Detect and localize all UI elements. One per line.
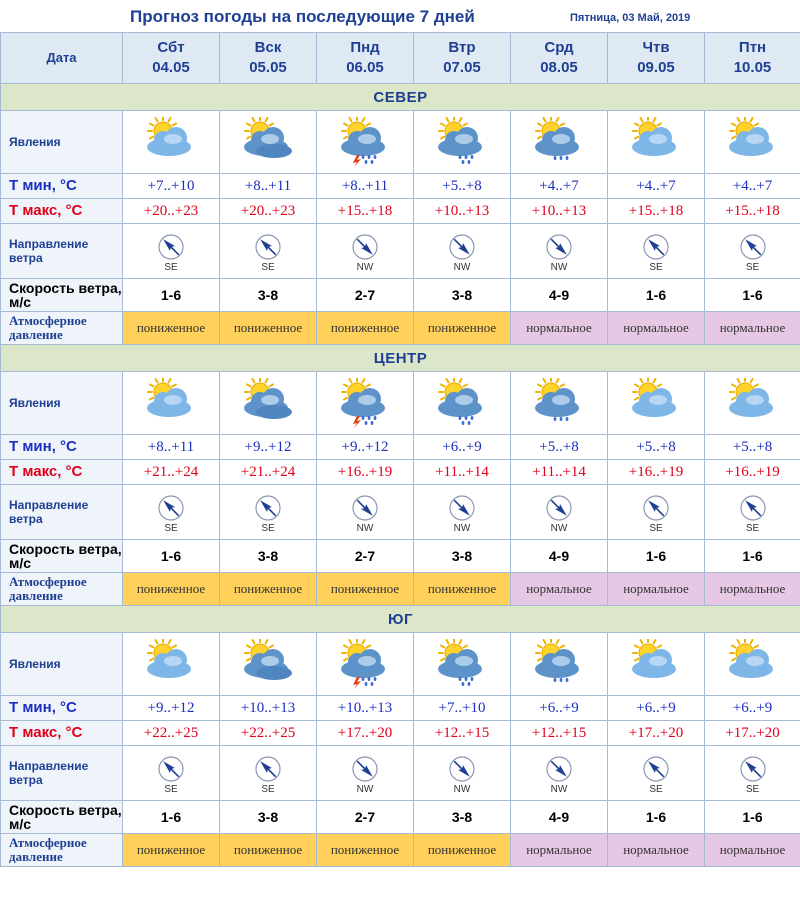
row-label-text: Явления	[9, 657, 61, 671]
day-date: 09.05	[637, 59, 675, 76]
wind-direction-text: SE	[261, 784, 275, 795]
phenomena-label	[1, 372, 123, 435]
pressure-cell: пониженное	[317, 312, 414, 345]
date-column-label	[1, 33, 123, 84]
wind-speed-cell: 1-6	[705, 801, 800, 834]
wind-speed-row	[1, 540, 800, 573]
wind-direction-cell	[608, 746, 705, 801]
wind-direction-label	[1, 224, 123, 279]
compass-arrow-icon	[123, 755, 219, 783]
tmax-cell: +11..+14	[414, 460, 511, 485]
compass-arrow-icon	[123, 233, 219, 261]
wind-speed-row	[1, 279, 800, 312]
tmin-cell: +6..+9	[414, 435, 511, 460]
thunderstorm-rain-icon	[317, 378, 413, 428]
light-rain-icon	[511, 117, 607, 167]
tmax-cell: +21..+24	[220, 460, 317, 485]
wind-speed-cell: 1-6	[123, 279, 220, 312]
day-date: 05.05	[249, 59, 287, 76]
compass-arrow-icon	[123, 494, 219, 522]
wind-speed-cell: 1-6	[705, 540, 800, 573]
wind-direction-text: NW	[453, 262, 471, 273]
tmax-cell: +16..+19	[608, 460, 705, 485]
compass-arrow-icon	[511, 494, 607, 522]
tmin-cell: +10..+13	[317, 696, 414, 721]
compass-arrow-icon	[317, 494, 413, 522]
wind-speed-row	[1, 801, 800, 834]
day-date: 07.05	[443, 59, 481, 76]
wind-speed-cell: 3-8	[220, 540, 317, 573]
tmax-cell: +15..+18	[317, 199, 414, 224]
wind-direction-cell	[705, 485, 800, 540]
wind-direction-text: SE	[164, 523, 178, 534]
compass-arrow-icon	[608, 494, 704, 522]
tmax-cell: +11..+14	[511, 460, 608, 485]
wind-direction-label	[1, 485, 123, 540]
partly-cloudy-icon	[123, 378, 219, 428]
wind-direction-text: SE	[261, 523, 275, 534]
wind-speed-cell: 1-6	[608, 801, 705, 834]
wind-direction-text: NW	[550, 784, 568, 795]
partly-cloudy-icon	[705, 117, 800, 167]
tmin-cell: +7..+10	[414, 696, 511, 721]
row-label-text: Атмосферное давление	[9, 313, 87, 342]
wind-speed-cell: 4-9	[511, 279, 608, 312]
wind-direction-cell	[123, 485, 220, 540]
wind-speed-cell: 1-6	[123, 801, 220, 834]
wind-direction-row	[1, 746, 800, 801]
pressure-cell: нормальное	[705, 312, 800, 345]
region-name-text: СЕВЕР	[373, 88, 428, 106]
wind-direction-text: SE	[261, 262, 275, 273]
pressure-cell: пониженное	[220, 834, 317, 867]
light-rain-icon	[511, 639, 607, 689]
cloudy-sun-icon	[220, 117, 316, 167]
wind-direction-row	[1, 485, 800, 540]
cloudy-sun-icon	[220, 378, 316, 428]
cloudy-sun-icon	[220, 639, 316, 689]
row-label-text: Т макс, °С	[9, 724, 83, 741]
phenomena-label	[1, 633, 123, 696]
tmin-cell: +8..+11	[317, 174, 414, 199]
wind-speed-cell: 3-8	[414, 540, 511, 573]
page-header	[0, 0, 800, 32]
region-name-text: ЮГ	[388, 610, 413, 628]
pressure-cell: пониженное	[123, 573, 220, 606]
wind-speed-cell: 3-8	[220, 801, 317, 834]
tmax-row	[1, 460, 800, 485]
wind-speed-cell: 4-9	[511, 801, 608, 834]
compass-arrow-icon	[220, 233, 316, 261]
partly-cloudy-icon	[608, 378, 704, 428]
wind-direction-text: SE	[649, 784, 663, 795]
weather-cell	[511, 111, 608, 174]
pressure-cell: пониженное	[317, 834, 414, 867]
tmin-label	[1, 174, 123, 199]
tmax-cell: +16..+19	[317, 460, 414, 485]
tmax-cell: +22..+25	[220, 721, 317, 746]
day-date: 04.05	[152, 59, 190, 76]
rain-icon	[414, 378, 510, 428]
phenomena-row	[1, 633, 800, 696]
pressure-row	[1, 312, 800, 345]
day-of-week: Вск	[254, 39, 282, 56]
day-date: 08.05	[540, 59, 578, 76]
pressure-cell: пониженное	[317, 573, 414, 606]
wind-speed-cell: 2-7	[317, 801, 414, 834]
tmax-label	[1, 199, 123, 224]
tmin-cell: +4..+7	[705, 174, 800, 199]
tmin-cell: +9..+12	[220, 435, 317, 460]
day-header	[220, 33, 317, 84]
wind-direction-text: SE	[745, 262, 760, 273]
row-label-text: Скорость ветра, м/с	[9, 280, 122, 310]
tmax-label	[1, 721, 123, 746]
pressure-cell: пониженное	[220, 573, 317, 606]
region-name	[1, 345, 800, 372]
row-label-text: Явления	[9, 396, 61, 410]
tmax-cell: +15..+18	[608, 199, 705, 224]
weather-cell	[123, 111, 220, 174]
partly-cloudy-icon	[123, 639, 219, 689]
phenomena-label	[1, 111, 123, 174]
weather-cell	[608, 372, 705, 435]
day-header	[123, 33, 220, 84]
compass-arrow-icon	[317, 755, 413, 783]
wind-direction-text: SE	[649, 523, 663, 534]
wind-direction-cell	[220, 224, 317, 279]
wind-direction-cell	[705, 224, 800, 279]
days-header-row	[1, 33, 800, 84]
wind-direction-text: SE	[164, 784, 178, 795]
wind-direction-text: SE	[649, 262, 663, 273]
tmin-cell: +6..+9	[511, 696, 608, 721]
wind-direction-cell	[317, 485, 414, 540]
pressure-cell: нормальное	[511, 312, 608, 345]
weather-cell	[608, 633, 705, 696]
tmax-row	[1, 721, 800, 746]
weather-cell	[705, 372, 800, 435]
partly-cloudy-icon	[705, 639, 800, 689]
tmin-cell: +6..+9	[608, 696, 705, 721]
row-label-text: Т макс, °С	[9, 463, 83, 480]
day-header	[511, 33, 608, 84]
wind-direction-cell	[414, 746, 511, 801]
weather-cell	[414, 111, 511, 174]
partly-cloudy-icon	[705, 378, 800, 428]
wind-direction-cell	[317, 746, 414, 801]
tmin-cell: +6..+9	[705, 696, 800, 721]
compass-arrow-icon	[608, 755, 704, 783]
row-label-text: Явления	[9, 135, 61, 149]
region-header-row	[1, 606, 800, 633]
weather-cell	[317, 111, 414, 174]
pressure-row	[1, 573, 800, 606]
pressure-cell: пониженное	[123, 834, 220, 867]
wind-direction-cell	[414, 485, 511, 540]
wind-direction-text: NW	[550, 262, 568, 273]
weather-cell	[123, 633, 220, 696]
compass-arrow-icon	[608, 233, 704, 261]
tmin-row	[1, 174, 800, 199]
region-name-text: ЦЕНТР	[373, 349, 428, 367]
wind-direction-cell	[608, 485, 705, 540]
wind-speed-cell: 1-6	[123, 540, 220, 573]
tmax-cell: +17..+20	[317, 721, 414, 746]
day-of-week: Чтв	[642, 39, 670, 56]
region-name	[1, 84, 800, 111]
page-title: Прогноз погоды на последующие 7 дней	[130, 7, 475, 26]
weather-cell	[220, 372, 317, 435]
tmax-cell: +17..+20	[608, 721, 705, 746]
tmin-cell: +5..+8	[414, 174, 511, 199]
pressure-cell: пониженное	[220, 312, 317, 345]
pressure-row	[1, 834, 800, 867]
phenomena-row	[1, 372, 800, 435]
tmin-cell: +9..+12	[317, 435, 414, 460]
region-name	[1, 606, 800, 633]
tmin-cell: +8..+11	[123, 435, 220, 460]
row-label-text: Т мин, °С	[9, 699, 77, 716]
partly-cloudy-icon	[123, 117, 219, 167]
wind-speed-label	[1, 801, 123, 834]
date-label-text: Дата	[46, 50, 77, 65]
wind-speed-cell: 3-8	[414, 801, 511, 834]
pressure-cell: нормальное	[511, 834, 608, 867]
wind-direction-label	[1, 746, 123, 801]
compass-arrow-icon	[414, 233, 510, 261]
weather-cell	[414, 633, 511, 696]
weather-cell	[414, 372, 511, 435]
weather-cell	[123, 372, 220, 435]
compass-arrow-icon	[705, 494, 800, 522]
tmax-cell: +16..+19	[705, 460, 800, 485]
pressure-cell: нормальное	[705, 573, 800, 606]
light-rain-icon	[511, 378, 607, 428]
partly-cloudy-icon	[608, 639, 704, 689]
tmax-cell: +20..+23	[123, 199, 220, 224]
day-of-week: Пнд	[350, 39, 380, 56]
rain-icon	[414, 639, 510, 689]
wind-direction-text: SE	[745, 523, 760, 534]
wind-speed-cell: 1-6	[608, 279, 705, 312]
tmin-cell: +9..+12	[123, 696, 220, 721]
row-label-text: Атмосферное давление	[9, 574, 87, 603]
pressure-cell: пониженное	[414, 312, 511, 345]
pressure-cell: нормальное	[705, 834, 800, 867]
compass-arrow-icon	[511, 233, 607, 261]
tmax-cell: +20..+23	[220, 199, 317, 224]
wind-speed-cell: 1-6	[705, 279, 800, 312]
tmin-row	[1, 696, 800, 721]
tmin-cell: +8..+11	[220, 174, 317, 199]
pressure-label	[1, 834, 123, 867]
wind-direction-cell	[414, 224, 511, 279]
wind-speed-cell: 3-8	[220, 279, 317, 312]
pressure-cell: пониженное	[414, 573, 511, 606]
day-date: 06.05	[346, 59, 384, 76]
pressure-cell: пониженное	[414, 834, 511, 867]
wind-speed-cell: 2-7	[317, 279, 414, 312]
tmin-cell: +5..+8	[705, 435, 800, 460]
tmax-cell: +12..+15	[511, 721, 608, 746]
tmin-cell: +5..+8	[511, 435, 608, 460]
tmin-cell: +5..+8	[608, 435, 705, 460]
tmax-cell: +15..+18	[705, 199, 800, 224]
tmax-cell: +10..+13	[511, 199, 608, 224]
row-label-text: Скорость ветра, м/с	[9, 802, 122, 832]
tmin-label	[1, 696, 123, 721]
wind-direction-cell	[123, 224, 220, 279]
tmax-cell: +10..+13	[414, 199, 511, 224]
day-date: 10.05	[733, 59, 772, 76]
weather-cell	[317, 372, 414, 435]
wind-direction-text: NW	[453, 784, 471, 795]
region-header-row	[1, 345, 800, 372]
tmax-cell: +21..+24	[123, 460, 220, 485]
day-header	[608, 33, 705, 84]
region-header-row	[1, 84, 800, 111]
tmin-cell: +10..+13	[220, 696, 317, 721]
current-date: Пятница, 03 Май, 2019	[570, 12, 691, 24]
compass-arrow-icon	[705, 755, 800, 783]
tmin-cell: +4..+7	[511, 174, 608, 199]
compass-arrow-icon	[511, 755, 607, 783]
weather-cell	[511, 633, 608, 696]
tmin-label	[1, 435, 123, 460]
forecast-table	[0, 32, 800, 867]
row-label-text: Скорость ветра, м/с	[9, 541, 122, 571]
weather-cell	[220, 633, 317, 696]
compass-arrow-icon	[414, 755, 510, 783]
wind-direction-cell	[123, 746, 220, 801]
wind-speed-cell: 1-6	[608, 540, 705, 573]
weather-cell	[317, 633, 414, 696]
day-of-week: Втр	[448, 39, 476, 56]
day-of-week: Сбт	[157, 39, 185, 56]
day-of-week: Срд	[544, 39, 574, 56]
compass-arrow-icon	[705, 233, 800, 261]
wind-direction-text: NW	[356, 262, 374, 273]
wind-direction-text: NW	[550, 523, 568, 534]
row-label-text: Направление ветра	[9, 759, 89, 787]
wind-speed-label	[1, 540, 123, 573]
compass-arrow-icon	[317, 233, 413, 261]
row-label-text: Т мин, °С	[9, 177, 77, 194]
thunderstorm-rain-icon	[317, 117, 413, 167]
pressure-cell: нормальное	[608, 312, 705, 345]
rain-icon	[414, 117, 510, 167]
compass-arrow-icon	[414, 494, 510, 522]
row-label-text: Направление ветра	[9, 498, 89, 526]
wind-direction-cell	[220, 485, 317, 540]
row-label-text: Т макс, °С	[9, 202, 83, 219]
wind-speed-cell: 2-7	[317, 540, 414, 573]
tmin-cell: +7..+10	[123, 174, 220, 199]
weather-cell	[608, 111, 705, 174]
wind-direction-row	[1, 224, 800, 279]
wind-direction-cell	[511, 224, 608, 279]
weather-cell	[220, 111, 317, 174]
wind-speed-cell: 4-9	[511, 540, 608, 573]
pressure-cell: нормальное	[511, 573, 608, 606]
tmax-row	[1, 199, 800, 224]
compass-arrow-icon	[220, 755, 316, 783]
tmax-cell: +22..+25	[123, 721, 220, 746]
wind-direction-cell	[317, 224, 414, 279]
pressure-cell: нормальное	[608, 834, 705, 867]
wind-speed-label	[1, 279, 123, 312]
tmax-label	[1, 460, 123, 485]
wind-direction-cell	[705, 746, 800, 801]
weather-cell	[511, 372, 608, 435]
day-of-week: Птн	[738, 39, 767, 56]
thunderstorm-rain-icon	[317, 639, 413, 689]
day-header	[705, 33, 800, 84]
partly-cloudy-icon	[608, 117, 704, 167]
day-header	[414, 33, 511, 84]
wind-direction-text: SE	[164, 262, 178, 273]
wind-direction-cell	[608, 224, 705, 279]
tmax-cell: +17..+20	[705, 721, 800, 746]
phenomena-row	[1, 111, 800, 174]
wind-direction-text: NW	[356, 523, 374, 534]
row-label-text: Атмосферное давление	[9, 835, 87, 864]
pressure-cell: пониженное	[123, 312, 220, 345]
weather-cell	[705, 633, 800, 696]
weather-cell	[705, 111, 800, 174]
day-header	[317, 33, 414, 84]
wind-direction-cell	[511, 746, 608, 801]
row-label-text: Направление ветра	[9, 237, 89, 265]
row-label-text: Т мин, °С	[9, 438, 77, 455]
wind-direction-text: SE	[745, 784, 760, 795]
tmin-row	[1, 435, 800, 460]
wind-direction-cell	[511, 485, 608, 540]
wind-direction-text: NW	[356, 784, 374, 795]
wind-direction-text: NW	[453, 523, 471, 534]
wind-speed-cell: 3-8	[414, 279, 511, 312]
wind-direction-cell	[220, 746, 317, 801]
pressure-cell: нормальное	[608, 573, 705, 606]
compass-arrow-icon	[220, 494, 316, 522]
tmax-cell: +12..+15	[414, 721, 511, 746]
pressure-label	[1, 573, 123, 606]
tmin-cell: +4..+7	[608, 174, 705, 199]
pressure-label	[1, 312, 123, 345]
